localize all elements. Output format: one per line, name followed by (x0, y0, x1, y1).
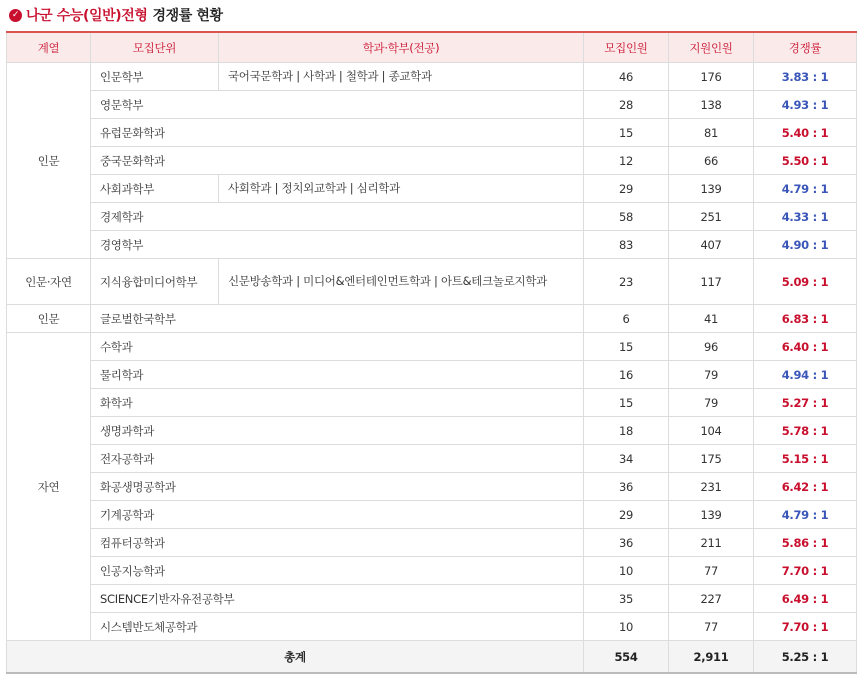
title-highlight: 나군 수능(일반)전형 (26, 8, 148, 24)
applicants-cell: 41 (669, 305, 754, 333)
rate-cell: 4.79 : 1 (754, 175, 857, 203)
total-row (7, 641, 857, 674)
total-applicants: 2,911 (669, 641, 754, 674)
quota-cell: 12 (584, 147, 669, 175)
quota-cell: 36 (584, 473, 669, 501)
table-row (7, 361, 857, 389)
category-cell: 자연 (7, 333, 91, 641)
applicants-cell: 139 (669, 175, 754, 203)
table-row (7, 445, 857, 473)
rate-cell: 6.83 : 1 (754, 305, 857, 333)
total-label: 총계 (7, 641, 584, 674)
rate-cell: 6.40 : 1 (754, 333, 857, 361)
table-row (7, 305, 857, 333)
applicants-cell: 77 (669, 557, 754, 585)
applicants-cell: 104 (669, 417, 754, 445)
unit-cell: 인공지능학과 (91, 557, 584, 585)
table-row (7, 585, 857, 613)
rate-cell: 6.49 : 1 (754, 585, 857, 613)
rate-cell: 5.27 : 1 (754, 389, 857, 417)
quota-cell: 29 (584, 501, 669, 529)
table-row (7, 63, 857, 91)
table-row (7, 203, 857, 231)
applicants-cell: 81 (669, 119, 754, 147)
quota-cell: 23 (584, 259, 669, 305)
total-rate: 5.25 : 1 (754, 641, 857, 674)
quota-cell: 16 (584, 361, 669, 389)
unit-cell: 컴퓨터공학과 (91, 529, 584, 557)
section-title (9, 5, 223, 25)
unit-cell: 인문학부 (91, 63, 219, 91)
header-unit: 모집단위 (91, 32, 219, 63)
unit-cell: 화학과 (91, 389, 584, 417)
applicants-cell: 176 (669, 63, 754, 91)
rate-cell: 4.79 : 1 (754, 501, 857, 529)
applicants-cell: 227 (669, 585, 754, 613)
rate-cell: 5.50 : 1 (754, 147, 857, 175)
rate-cell: 4.94 : 1 (754, 361, 857, 389)
applicants-cell: 66 (669, 147, 754, 175)
unit-cell: 글로벌한국학부 (91, 305, 584, 333)
quota-cell: 15 (584, 389, 669, 417)
unit-cell: 영문학부 (91, 91, 584, 119)
unit-cell: 수학과 (91, 333, 584, 361)
header-applicants: 지원인원 (669, 32, 754, 63)
unit-cell: 지식융합미디어학부 (91, 259, 219, 305)
unit-cell: 화공생명공학과 (91, 473, 584, 501)
table-row (7, 175, 857, 203)
majors-cell: 사회학과 | 정치외교학과 | 심리학과 (219, 175, 584, 203)
applicants-cell: 117 (669, 259, 754, 305)
table-row (7, 91, 857, 119)
unit-cell: 생명과학과 (91, 417, 584, 445)
quota-cell: 35 (584, 585, 669, 613)
rate-cell: 7.70 : 1 (754, 613, 857, 641)
header-majors: 학과·학부(전공) (219, 32, 584, 63)
applicants-cell: 407 (669, 231, 754, 259)
applicants-cell: 175 (669, 445, 754, 473)
rate-cell: 6.42 : 1 (754, 473, 857, 501)
header-category: 계열 (7, 32, 91, 63)
rate-cell: 4.93 : 1 (754, 91, 857, 119)
unit-cell: 중국문화학과 (91, 147, 584, 175)
table-row (7, 389, 857, 417)
applicants-cell: 77 (669, 613, 754, 641)
unit-cell: 유럽문화학과 (91, 119, 584, 147)
table-row (7, 417, 857, 445)
applicants-cell: 79 (669, 389, 754, 417)
table-row (7, 231, 857, 259)
unit-cell: 시스템반도체공학과 (91, 613, 584, 641)
majors-cell: 국어국문학과 | 사학과 | 철학과 | 종교학과 (219, 63, 584, 91)
quota-cell: 46 (584, 63, 669, 91)
quota-cell: 34 (584, 445, 669, 473)
unit-cell: 경제학과 (91, 203, 584, 231)
table-row (7, 119, 857, 147)
table-row (7, 147, 857, 175)
category-cell: 인문 (7, 305, 91, 333)
table-row (7, 259, 857, 305)
header-quota: 모집인원 (584, 32, 669, 63)
quota-cell: 6 (584, 305, 669, 333)
rate-cell: 7.70 : 1 (754, 557, 857, 585)
applicants-cell: 231 (669, 473, 754, 501)
total-quota: 554 (584, 641, 669, 674)
table-row (7, 529, 857, 557)
rate-cell: 4.90 : 1 (754, 231, 857, 259)
unit-cell: 물리학과 (91, 361, 584, 389)
applicants-cell: 211 (669, 529, 754, 557)
rate-cell: 5.15 : 1 (754, 445, 857, 473)
chevron-down-icon: ✓ (9, 9, 22, 22)
unit-cell: SCIENCE기반자유전공학부 (91, 585, 584, 613)
table-row (7, 557, 857, 585)
quota-cell: 29 (584, 175, 669, 203)
majors-cell: 신문방송학과 | 미디어&엔터테인먼트학과 | 아트&테크놀로지학과 (219, 259, 584, 305)
quota-cell: 10 (584, 613, 669, 641)
category-cell: 인문·자연 (7, 259, 91, 305)
table-row (7, 333, 857, 361)
unit-cell: 사회과학부 (91, 175, 219, 203)
applicants-cell: 139 (669, 501, 754, 529)
unit-cell: 경영학부 (91, 231, 584, 259)
quota-cell: 15 (584, 119, 669, 147)
quota-cell: 18 (584, 417, 669, 445)
quota-cell: 10 (584, 557, 669, 585)
applicants-cell: 79 (669, 361, 754, 389)
table-row (7, 613, 857, 641)
rate-cell: 5.40 : 1 (754, 119, 857, 147)
quota-cell: 58 (584, 203, 669, 231)
competition-rate-table (6, 31, 857, 674)
applicants-cell: 251 (669, 203, 754, 231)
rate-cell: 5.86 : 1 (754, 529, 857, 557)
rate-cell: 5.78 : 1 (754, 417, 857, 445)
header-rate: 경쟁률 (754, 32, 857, 63)
title-rest: 경쟁률 현황 (152, 8, 223, 24)
table-body (7, 63, 857, 641)
rate-cell: 4.33 : 1 (754, 203, 857, 231)
quota-cell: 15 (584, 333, 669, 361)
category-cell: 인문 (7, 63, 91, 259)
table-row (7, 501, 857, 529)
rate-cell: 5.09 : 1 (754, 259, 857, 305)
unit-cell: 전자공학과 (91, 445, 584, 473)
rate-cell: 3.83 : 1 (754, 63, 857, 91)
quota-cell: 28 (584, 91, 669, 119)
quota-cell: 83 (584, 231, 669, 259)
unit-cell: 기계공학과 (91, 501, 584, 529)
table-header-row (7, 32, 857, 63)
applicants-cell: 138 (669, 91, 754, 119)
table-row (7, 473, 857, 501)
quota-cell: 36 (584, 529, 669, 557)
applicants-cell: 96 (669, 333, 754, 361)
